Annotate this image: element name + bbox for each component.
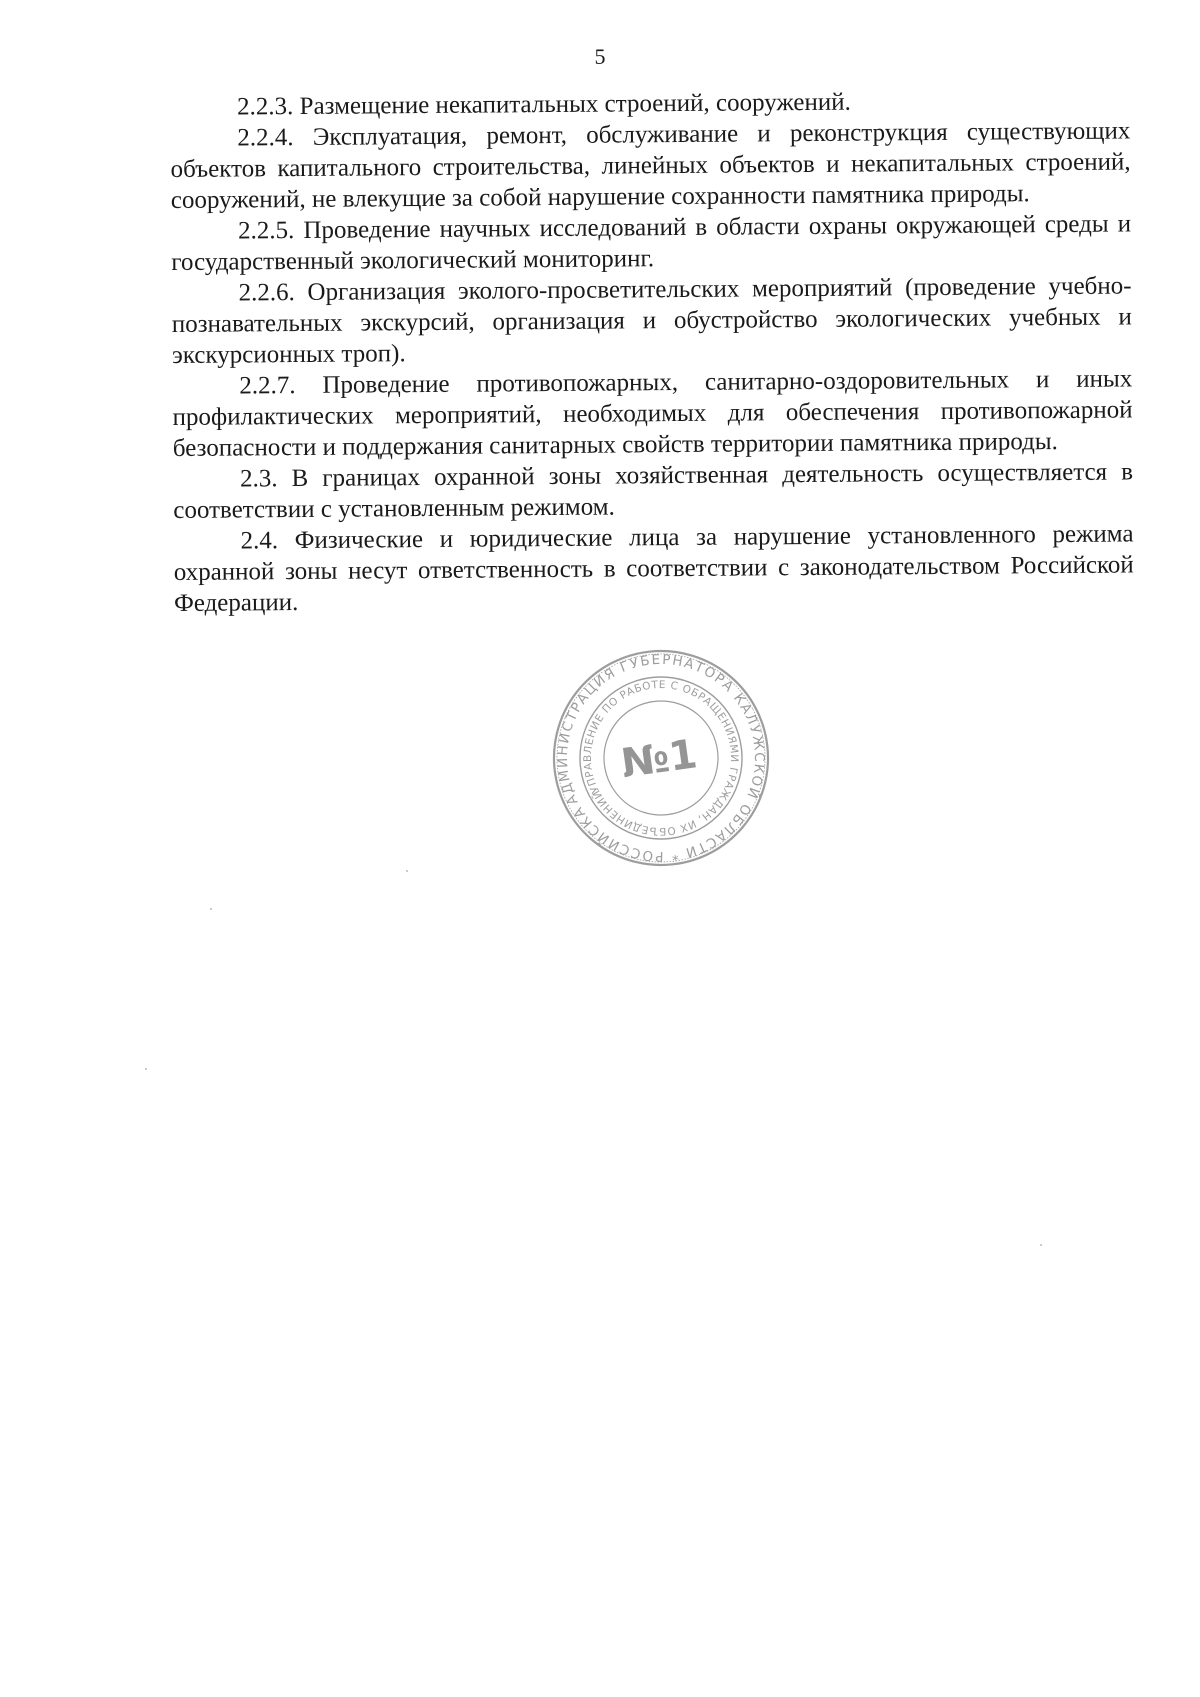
paragraph-2-2-3: 2.2.3. Размещение некапитальных строений, сооружений. xyxy=(237,88,851,121)
scan-speck xyxy=(1040,1244,1042,1246)
stamp-center-number: №1 xyxy=(618,731,700,788)
paragraph-2-3: 2.3. В границах охранной зоны хозяйственная деятельность осуществляется в соответствии с установленным режимом. xyxy=(173,458,1134,524)
paragraph-2-2-5: 2.2.5. Проведение научных исследований в области охраны окружающей среды и государственный экологический мониторинг. xyxy=(171,210,1132,276)
page-number: 5 xyxy=(594,44,606,69)
paragraph-2-2-7: 2.2.7. Проведение противопожарных, санитарно-оздоровительных и иных профилактических мероприятий, необходимых для обеспечения противопожарной безопасности и поддержания санитарных свойств территории памятника природы. xyxy=(172,365,1133,462)
paragraph-2-2-4: 2.2.4. Эксплуатация, ремонт, обслуживание и реконструкция существующих объектов капитального строительства, линейных объектов и некапитальных строений, сооружений, не влекущие за собой нарушение сохранности памятника природы. xyxy=(170,117,1131,214)
scan-speck xyxy=(210,908,212,910)
document-body xyxy=(170,84,1134,619)
paragraph-2-4: 2.4. Физические и юридические лица за нарушение установленного режима охранной зоны несут ответственность в соответствии с законодательством Российской Федерации. xyxy=(173,520,1134,617)
scan-speck xyxy=(406,870,408,872)
stamp-inner-text: УПРАВЛЕНИЕ ПО РАБОТЕ С ОБРАЩЕНИЯМИ ГРАЖДАН, ИХ ОБЪЕДИНЕНИЙ xyxy=(581,678,741,838)
scan-speck xyxy=(145,1068,147,1070)
official-seal-stamp xyxy=(551,648,771,868)
paragraph-2-2-6: 2.2.6. Организация эколого-просветительских мероприятий (проведение учебно-познавательных экскурсий, организация и обустройство экологических учебных и экскурсионных троп). xyxy=(171,272,1132,369)
stamp-outer-text: АДМИНИСТРАЦИЯ ГУБЕРНАТОРА КАЛУЖСКОЙ ОБЛАСТИ * РОССИЙСКАЯ xyxy=(554,651,768,865)
